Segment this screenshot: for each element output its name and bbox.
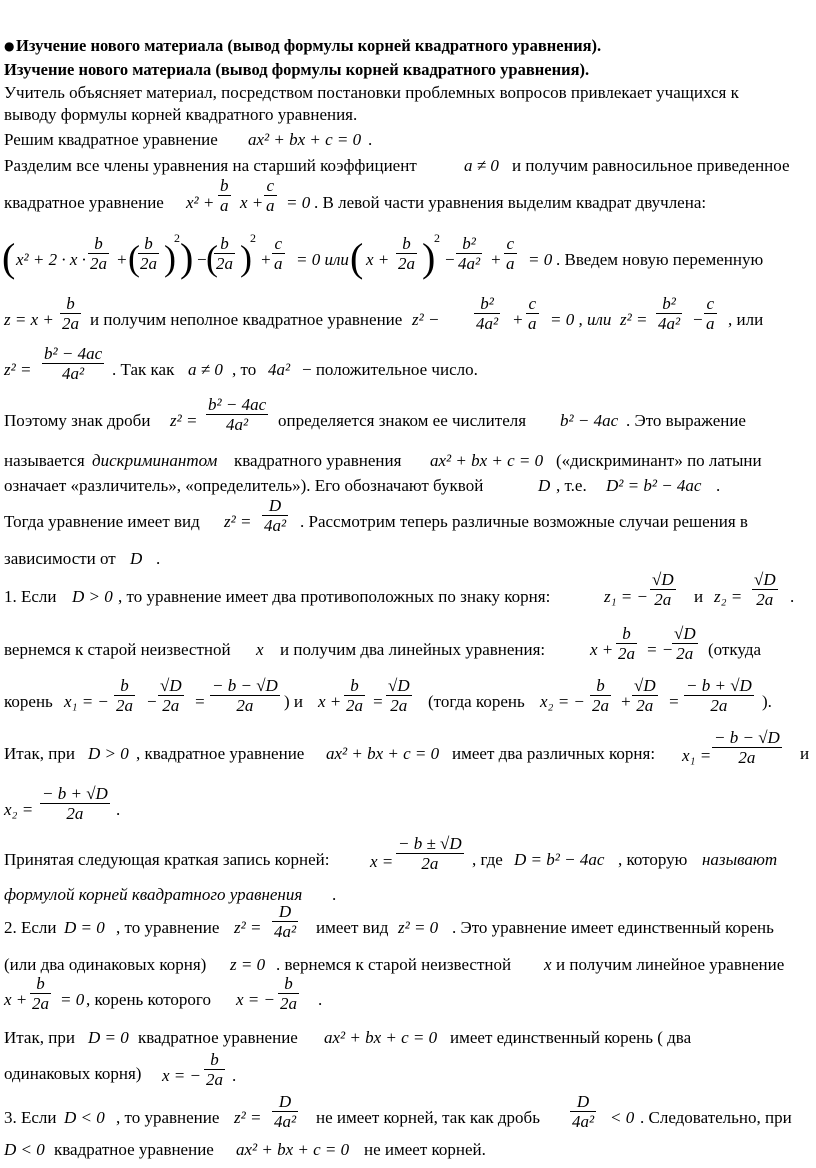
heading-line-1: Изучение нового материала (вывод формулы корней квадратного уравнения).	[16, 36, 602, 55]
new-variable: z = x +	[4, 310, 54, 329]
divide-text: Разделим все члены уравнения на старший коэффициент	[4, 156, 417, 175]
heading-line-2: Изучение нового материала (вывод формулы корней квадратного уравнения).	[4, 60, 590, 79]
case-1-label: 1. Если	[4, 587, 57, 606]
document-page: ● Изучение нового материала (вывод формулы корней квадратного уравнения). Изучение нового материала (вывод формулы корней квадратного уравнения). Учитель объясняет материал, посредством постановки проблемных вопросов привлекает учащихся к выводу формулы корней квадратного уравнения. Решим квадратное уравнение ax² + bx + c = 0 . Разделим все члены уравнения на старший коэффициент a ≠ 0 и получим равносильное приведенное квадратное уравнение x² + b a x + c a = 0 . В левой части уравнения выделим квадрат двучлена: ( x² + 2 · x · b 2a + ( b 2a ) 2 ) − ( b 2a ) 2 + c a = 0 или ( x + b 2a ) 2 − b² 4a² + c a = 0 . Введем новую переменную z = x + b 2a и получим неполное квадратное уравнение z² − b² 4a² + c a = 0 , или z² = b² 4a² − c a , или z² = b² − 4ac 4a² . Так как a ≠ 0 , то 4a² − положительное число. Поэтому знак дроби z² = b² − 4ac 4a² определяется знаком ее числителя b² − 4ac . Это выражение называется дискриминантом квадратного уравнения ax² + bx + c = 0 («дискриминант» по латыни означает «различитель», «определитель»). Его обозначают буквой D , т.е. D² = b² − 4ac . Тогда уравнение имеет вид z² = D 4a² . Рассмотрим теперь различные возможные случаи решения в зависимости от D . 1. Если D > 0 , то уравнение имеет два противоположных по знаку корня: z₁ = − √D 2a и z₂ = √D 2a . вернемся к старой неизвестной x и получим два линейных уравнения: x + b 2a = − √D 2a (откуда корень x₁ = − b 2a − √D 2a = − b − √D 2a ) и x + b 2a = √D 2a (тогда корень x₂ = − b 2a + √D 2a = − b + √D 2a ). Итак, при D > 0 , квадратное уравнение ax² + bx + c = 0 имеет два различных корня: x₁ = − b − √D 2a и x₂ = − b + √D 2a . Принятая следующая краткая запись корней: x = − b ± √D 2a , где D = b² − 4ac , которую называют формулой корней квадратного уравнения . 2. Если D = 0 , то уравнение z² = D 4a² имеет вид z² = 0 . Это уравнение имеет единственный корень (или два одинаковых корня) z = 0 . вернемся к старой неизвестной x и получим линейное уравнение x + b 2a = 0 , корень которого x = − b 2a . Итак, при D = 0 квадратное уравнение ax² + bx + c = 0 имеет единственный корень ( два одинаковых корня) x = − b 2a . 3. Если D < 0 , то уравнение z² = D 4a² не имеет корней, так как дробь D 4a² < 0 . Следовательно, при D < 0 квадратное уравнение ax² + bx + c = 0 не имеет корней.	[2, 36, 810, 1159]
case-2-label: 2. Если	[4, 918, 57, 937]
intro-line-2: выводу формулы корней квадратного уравнения.	[4, 105, 358, 124]
intro-line-3: Решим квадратное уравнение	[4, 130, 218, 149]
equation-quadratic: ax² + bx + c = 0	[248, 130, 362, 149]
case-3-label: 3. Если	[4, 1108, 57, 1127]
fraction-discriminant: b² − 4ac 4a²	[44, 344, 103, 383]
fraction-c-a: c a	[266, 176, 275, 215]
intro-line-1: Учитель объясняет материал, посредством постановки проблемных вопросов привлекает учащихся к	[4, 83, 739, 102]
fraction-b-a: b a	[220, 176, 229, 215]
term-discriminant: дискриминантом	[92, 451, 218, 470]
quadratic-formula: − b ± √D 2a	[398, 834, 462, 873]
bullet-icon: ●	[4, 39, 15, 53]
